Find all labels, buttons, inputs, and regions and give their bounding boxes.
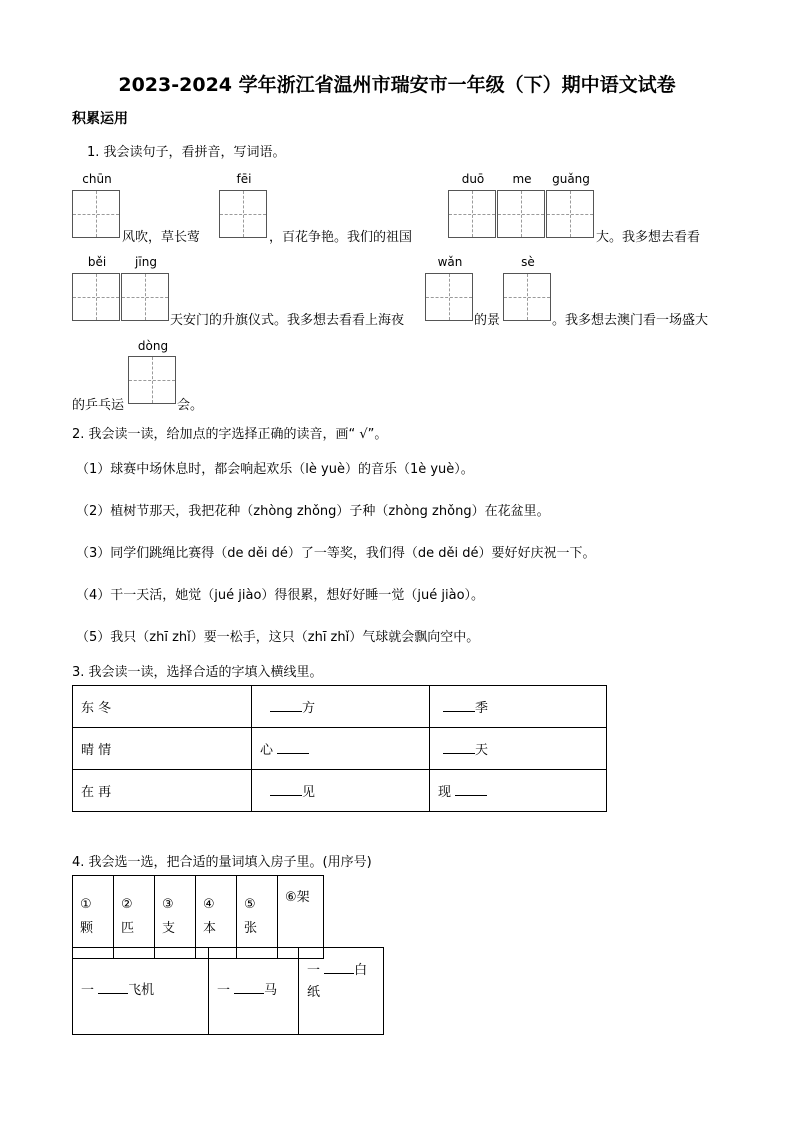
pinyin-label: duō (461, 172, 485, 186)
writing-box[interactable] (219, 190, 267, 238)
pinyin-label: guǎng (552, 172, 590, 186)
option-cell: ① 颗 (73, 876, 114, 959)
writing-box[interactable] (448, 190, 496, 238)
fill-cell[interactable]: 一 白 纸 (299, 948, 384, 1035)
sentence-text: 。我多想去澳门看一场盛大 (552, 313, 709, 328)
pinyin-label: jīng (135, 255, 157, 269)
char-pair: 晴 情 (73, 728, 252, 770)
option-cell: ② 匹 (114, 876, 155, 959)
sentence-text: 大。我多想去看看 (596, 230, 701, 245)
answer-blank[interactable] (455, 783, 487, 796)
fill-cell[interactable]: 天 (430, 728, 607, 770)
option-cell: ③ 支 (155, 876, 196, 959)
answer-blank[interactable] (443, 741, 475, 754)
q2-item[interactable]: （2）植树节那天，我把花种（zhòng zhǒng）子种（zhòng zhǒng）在花盆里。 (76, 504, 550, 519)
pinyin-label: wǎn (437, 255, 463, 269)
fill-cell[interactable]: 现 (430, 770, 607, 812)
option-cell: ⑤ 张 (237, 876, 278, 959)
pinyin-label: chūn (82, 172, 112, 186)
pinyin-label: sè (521, 255, 535, 269)
sentence-text: 天安门的升旗仪式。我多想去看看上海夜 (170, 313, 405, 328)
q3-prompt: 3. 我会读一读，选择合适的字填入横线里。 (72, 665, 323, 680)
fill-cell[interactable]: 见 (252, 770, 430, 812)
answer-blank[interactable] (234, 981, 264, 994)
writing-box[interactable] (72, 190, 120, 238)
table-row (73, 770, 607, 812)
q2-item[interactable]: （3）同学们跳绳比赛得（de děi dé）了一等奖，我们得（de děi dé）要好好庆祝一下。 (76, 546, 596, 561)
writing-box[interactable] (503, 273, 551, 321)
sentence-text: ，百花争艳。我们的祖国 (269, 230, 413, 245)
q4-prompt: 4. 我会选一选，把合适的量词填入房子里。(用序号) (72, 855, 372, 870)
pinyin-label: fēi (236, 172, 252, 186)
char-pair: 在 再 (73, 770, 252, 812)
answer-blank[interactable] (270, 783, 302, 796)
sentence-text: 的乒乓运 (72, 398, 125, 413)
sentence-text: 的景 (474, 313, 501, 328)
q3-table (72, 685, 607, 812)
fill-cell[interactable]: 一 飞机 (73, 948, 209, 1035)
table-row (73, 948, 384, 1035)
q4-fill-table (72, 947, 384, 1035)
writing-box[interactable] (128, 356, 176, 404)
fill-cell[interactable]: 一 马 (209, 948, 299, 1035)
pinyin-label: me (512, 172, 532, 186)
writing-box[interactable] (72, 273, 120, 321)
fill-cell[interactable]: 心 (252, 728, 430, 770)
answer-blank[interactable] (98, 981, 128, 994)
pinyin-label: běi (87, 255, 107, 269)
option-cell: ④ 本 (196, 876, 237, 959)
section-heading: 积累运用 (72, 111, 128, 127)
q2-item[interactable]: （4）干一天活，她觉（jué jiào）得很累，想好好睡一觉（jué jiào）。 (76, 588, 485, 603)
answer-blank[interactable] (324, 961, 354, 974)
q2-item[interactable]: （1）球赛中场休息时，都会响起欢乐（lè yuè）的音乐（1è yuè）。 (76, 462, 474, 477)
pinyin-label: dòng (137, 339, 169, 353)
char-pair: 东 冬 (73, 686, 252, 728)
writing-box[interactable] (546, 190, 594, 238)
table-row (73, 728, 607, 770)
sentence-text: 会。 (177, 398, 204, 413)
q1-prompt: 1. 我会读句子，看拼音，写词语。 (87, 145, 286, 160)
q2-item[interactable]: （5）我只（zhī zhǐ）要一松手，这只（zhī zhǐ）气球就会飘向空中。 (76, 630, 480, 645)
sentence-text: 风吹，草长莺 (122, 230, 201, 245)
table-row (73, 686, 607, 728)
answer-blank[interactable] (277, 741, 309, 754)
fill-cell[interactable]: 方 (252, 686, 430, 728)
option-cell: ⑥架 (278, 876, 324, 959)
answer-blank[interactable] (270, 699, 302, 712)
answer-blank[interactable] (443, 699, 475, 712)
writing-box[interactable] (497, 190, 545, 238)
q2-prompt: 2. 我会读一读，给加点的字选择正确的读音，画“ √”。 (72, 427, 388, 442)
writing-box[interactable] (425, 273, 473, 321)
fill-cell[interactable]: 季 (430, 686, 607, 728)
page-title: 2023-2024 学年浙江省温州市瑞安市一年级（下）期中语文试卷 (118, 74, 676, 96)
writing-box[interactable] (121, 273, 169, 321)
